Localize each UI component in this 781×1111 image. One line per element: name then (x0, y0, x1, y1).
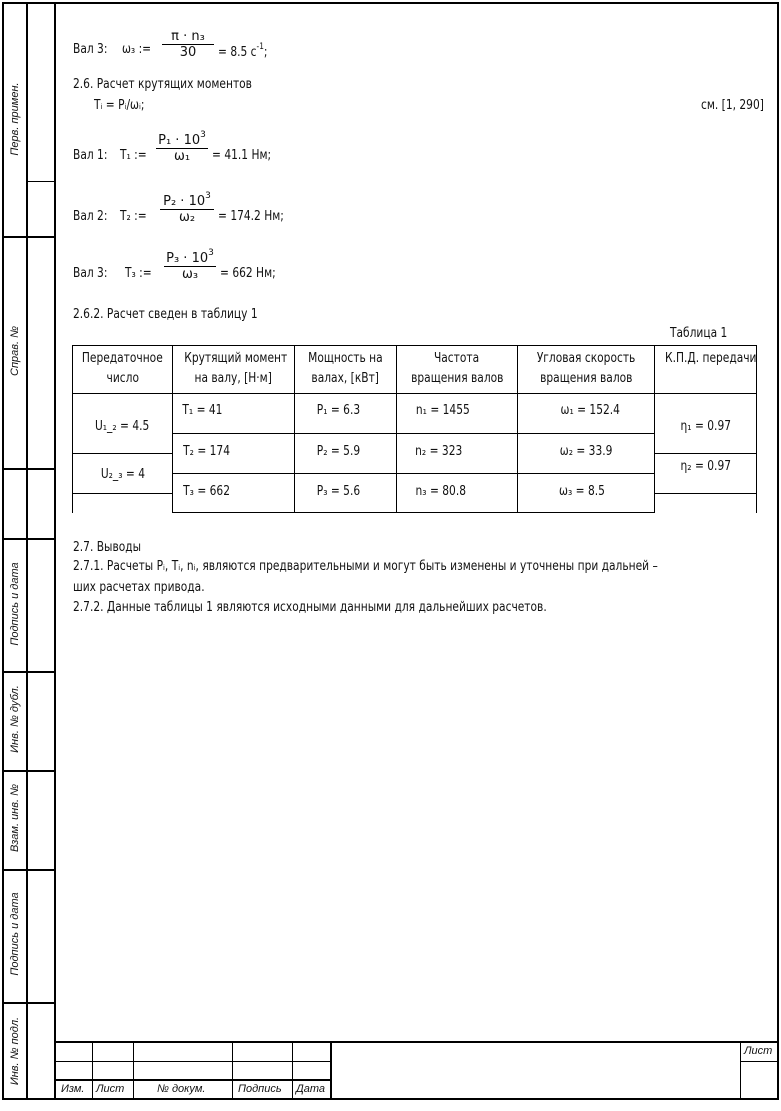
table-line (654, 453, 757, 454)
val3-omega-lhs: ω₃ := (122, 42, 152, 57)
fraction-denominator: 30 (179, 45, 197, 60)
table-header-frequency: Частота вращения валов (410, 351, 504, 386)
side-label-sprav-no: Справ. № (9, 326, 21, 376)
stamp-dokum: № докум. (157, 1083, 206, 1095)
result-end: ; (263, 45, 268, 60)
stamp-line (740, 1061, 778, 1062)
section-2-6-2-title: 2.6.2. Расчет сведен в таблицу 1 (73, 307, 258, 322)
stamp-line (232, 1041, 233, 1099)
table-header-power: Мощность на валах, [кВт] (308, 351, 383, 386)
torque-fraction (164, 248, 216, 282)
table-cell-power: P₂ = 5.9 (316, 444, 361, 459)
side-label-vzam-inv: Взам. инв. № (9, 783, 21, 853)
table-line (172, 473, 654, 474)
side-label-podpis-data-2: Подпись и дата (9, 892, 21, 976)
stamp-data: Дата (296, 1083, 326, 1095)
torque-lhs: T₃ := (125, 266, 152, 281)
section-2-7-1-line1: 2.7.1. Расчеты Pᵢ, Tᵢ, nᵢ, являются предварительными и могут быть изменены и уточнены при дальней – (73, 559, 658, 574)
table-cell-angular-speed: ω₁ = 152.4 (560, 403, 620, 418)
unit-exponent: -1 (256, 42, 264, 52)
table-cell-frequency: n₂ = 323 (415, 444, 463, 459)
table-line (72, 493, 172, 494)
side-label-perv-primen: Перв. примен. (9, 82, 21, 156)
torque-result: = 41.1 Нм; (212, 148, 272, 163)
table-cell-frequency: n₁ = 1455 (415, 403, 470, 418)
torque-lhs: T₂ := (120, 209, 147, 224)
stamp-line (330, 1041, 332, 1099)
result-text: = 8.5 с (218, 45, 257, 60)
stamp-line (54, 1079, 330, 1081)
table-caption: Таблица 1 (670, 326, 728, 341)
torque-label: Вал 2: (73, 209, 108, 224)
table-cell-torque: T₂ = 174 (183, 444, 230, 459)
val3-omega-label: Вал 3: (73, 42, 108, 57)
table-cell-eta1: η₁ = 0.97 (680, 419, 731, 434)
table-cell-frequency: n₃ = 80.8 (415, 484, 467, 499)
section-2-6-formula: Tᵢ = Pᵢ/ωᵢ; (94, 98, 145, 113)
sidebar-sep (2, 538, 56, 540)
stamp-izm: Изм. (61, 1083, 85, 1095)
fraction-denominator: ω₃ (181, 267, 199, 282)
table-header-ratio: Передаточное число (82, 351, 163, 386)
stamp-podpis: Подпись (238, 1083, 282, 1095)
table-cell-torque: T₃ = 662 (183, 484, 230, 499)
stamp-list: Лист (96, 1083, 125, 1095)
table-cell-angular-speed: ω₃ = 8.5 (559, 484, 605, 499)
fraction-numerator: π · n₃ (171, 29, 205, 44)
table-cell-eta2: η₂ = 0.97 (680, 459, 731, 474)
val3-omega-fraction (162, 29, 214, 60)
sidebar-sep (2, 236, 56, 238)
torque-lhs: T₁ := (120, 148, 147, 163)
torque-fraction (160, 191, 214, 225)
fraction-denominator: ω₂ (178, 210, 196, 225)
section-2-7-2: 2.7.2. Данные таблицы 1 являются исходными данными для дальнейших расчетов. (73, 600, 547, 615)
stamp-line (92, 1041, 93, 1099)
stamp-line (54, 1061, 330, 1062)
table-cell-angular-speed: ω₂ = 33.9 (559, 444, 613, 459)
table-line (172, 512, 654, 513)
side-label-inv-dubl: Инв. № дубл. (9, 685, 21, 753)
side-label-podpis-data-1: Подпись и дата (9, 562, 21, 646)
torque-result: = 662 Нм; (220, 266, 276, 281)
torque-fraction (156, 130, 208, 164)
fraction-denominator: ω₁ (173, 149, 191, 164)
table-cell-u12: U₁_₂ = 4.5 (95, 419, 150, 434)
table-line (72, 453, 172, 454)
section-2-6-reference: см. [1, 290] (701, 98, 764, 113)
torque-label: Вал 3: (73, 266, 108, 281)
table-header-torque: Крутящий момент на валу, [Н·м] (184, 351, 288, 386)
sidebar-sep (2, 468, 56, 470)
stamp-line (54, 1041, 778, 1043)
stamp-line (292, 1041, 293, 1099)
fraction-numerator: $P_3 \cdot 10^3$ (166, 248, 214, 266)
table-header-angular-speed: Угловая скорость вращения валов (536, 351, 636, 386)
stamp-list-right: Лист (744, 1045, 773, 1057)
fraction-numerator: $P_1 \cdot 10^3$ (158, 130, 206, 148)
frame-sidebar-divider (26, 2, 28, 1100)
side-label-inv-podl: Инв. № подл. (9, 1016, 21, 1086)
val3-omega-result (218, 42, 267, 60)
section-2-6-title: 2.6. Расчет крутящих моментов (73, 77, 252, 92)
frame-outer-top (2, 2, 778, 4)
table-line (172, 433, 654, 434)
table-cell-power: P₁ = 6.3 (316, 403, 361, 418)
table-cell-u23: U₂_₃ = 4 (100, 467, 145, 482)
frame-outer-bottom (2, 1098, 779, 1100)
table-cell-power: P₃ = 5.6 (316, 484, 361, 499)
table-cell-torque: T₁ = 41 (182, 403, 223, 418)
stamp-line (740, 1041, 741, 1099)
frame-outer-left (2, 2, 4, 1100)
table-line (756, 345, 757, 513)
section-2-7-1-line2: ших расчетах привода. (73, 580, 205, 595)
torque-result: = 174.2 Нм; (218, 209, 284, 224)
sidebar-sep-thin (28, 181, 54, 182)
table-line (654, 493, 757, 494)
torque-label: Вал 1: (73, 148, 108, 163)
frame-outer-right (777, 2, 779, 1100)
fraction-numerator: $P_2 \cdot 10^3$ (163, 191, 211, 209)
frame-inner-left (54, 2, 56, 1100)
table-header-efficiency: К.П.Д. передачи (665, 351, 757, 366)
section-2-7-title: 2.7. Выводы (73, 540, 142, 555)
stamp-line (133, 1041, 134, 1099)
